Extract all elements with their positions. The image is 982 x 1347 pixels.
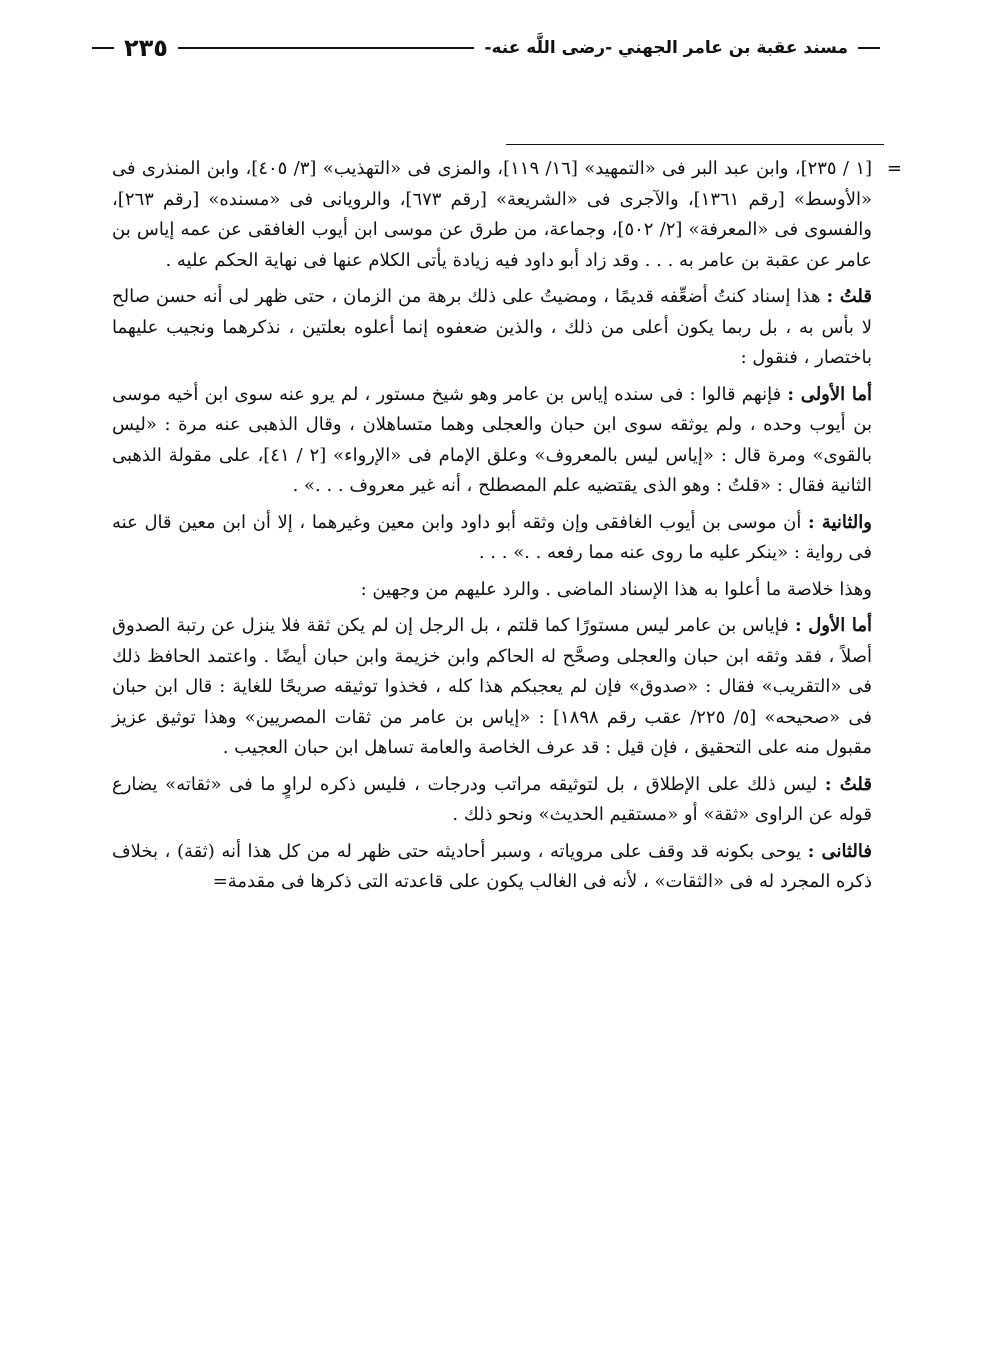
paragraph-3 <box>112 380 872 502</box>
paragraph-6 <box>112 611 872 764</box>
paragraph-7 <box>112 770 872 831</box>
paragraph-8 <box>112 837 872 898</box>
paragraph-5 <box>112 575 872 606</box>
paragraph-lead: فالثانى : <box>807 840 872 862</box>
paragraph-text: فإنهم قالوا : فى سنده إياس بن عامر وهو شيخ مستور ، لم يرو عنه سوى ابن أخيه موسى بن أيوب وحده ، ولم يوثقه سوى ابن حبان والعجلى وهما متساهلان ، وقال الذهبى عنه مرة : «ليس بالقوى» ومرة قال : «إياس ليس بالمعروف» وعلق الإمام فى «الإرواء» [٢ / ٤١]، على مقولة الذهبى الثانية فقال : «قلتُ : وهو الذى يقتضيه علم المصطلح ، أنه غير معروف . . .» . <box>112 383 872 496</box>
footnote-body <box>112 154 902 904</box>
paragraph-text: فإياس بن عامر ليس مستورًا كما قلتم ، بل الرجل إن لم يكن ثقة فلا ينزل عن رتبة الصدوق أصلاً ، فقد وثقه ابن حبان والعجلى وصحَّح له الحاكم وابن خزيمة وابن حبان أيضًا . واعتمد الحافظ ذلك فى «التقريب» فقال : «صدوق» فإن لم يعجبكم هذا كله ، فخذوا توثيقه صريحًا للغاية : قال ابن حبان فى «صحيحه» [٥/ ٢٢٥/ عقب رقم ١٨٩٨] : «إياس بن عامر من ثقات المصريين» وهذا توثيق عزيز مقبول منه على التحقيق ، فإن قيل : قد عرف الخاصة والعامة تساهل ابن حبان العجيب . <box>112 615 873 758</box>
paragraph-lead: أما الأول : <box>794 615 872 636</box>
header-rule-right <box>858 47 880 49</box>
header-rule-left <box>92 47 114 49</box>
page-number: ٢٣٥ <box>124 34 168 62</box>
paragraph-text: وهذا خلاصة ما أعلوا به هذا الإسناد الماضى . والرد عليهم من وجهين : <box>360 578 872 600</box>
paragraph-lead: والثانية : <box>807 511 872 533</box>
paragraph-text: يوحى بكونه قد وقف على مروياته ، وسبر أحاديثه حتى ظهر له من كل هذا أنه (ثقة) ، بخلاف ذكره المجرد له فى «الثقات» ، لأنه فى الغالب يكون على قاعدته التى ذكرها فى مقدمة= <box>112 840 872 892</box>
paragraph-text: [١ / ٢٣٥]، وابن عبد البر فى «التمهيد» [١٦/ ١١٩]، والمزى فى «التهذيب» [٣/ ٤٠٥]، وابن المنذرى فى «الأوسط» [رقم ١٣٦١]، والآجرى فى «الشريعة» [رقم ٦٧٣]، والرويانى فى «مسنده» [رقم ٢٦٣]، والفسوى فى «المعرفة» [٢/ ٥٠٢]، وجماعة، من طرق عن موسى ابن أيوب الغافقى عن عمه إياس بن عامر عن عقبة بن عامر به . . . وقد زاد أبو داود فيه زيادة يأتى الكلام عنها فى نهاية الحكم عليه . <box>112 158 873 271</box>
paragraph-text: أن موسى بن أيوب الغافقى وإن وثقه أبو داود وابن معين وغيرهما ، إلا أن ابن معين قال عنه فى رواية : «ينكر عليه ما روى عنه مما رفعه . .» . . . <box>112 511 872 563</box>
running-header <box>88 30 884 66</box>
continuation-mark: = <box>886 158 902 179</box>
paragraph-4 <box>112 508 872 569</box>
paragraph-lead: قلتُ : <box>824 773 872 795</box>
paragraph-2 <box>112 282 872 374</box>
paragraph-1 <box>112 154 902 276</box>
header-rule-middle <box>178 47 474 49</box>
footnote-separator <box>506 144 884 145</box>
paragraph-text: هذا إسناد كنتُ أضعِّفه قديمًا ، ومضيتُ على ذلك برهة من الزمان ، حتى ظهر لى أنه حسن صالح لا بأس به ، بل ربما يكون أعلى من ذلك ، والذين ضعفوه إنما أعلوه بعلتين ، نذكرهما ونجيب عليهما باختصار ، فنقول : <box>112 286 872 368</box>
header-title: مسند عقبة بن عامر الجهني -رضى اللَّه عنه- <box>484 38 848 58</box>
paragraph-lead: قلتُ : <box>826 286 872 307</box>
paragraph-text: ليس ذلك على الإطلاق ، بل لتوثيقه مراتب ودرجات ، فليس ذكره لراوٍ ما فى «ثقاته» يضارع قوله عن الراوى «ثقة» أو «مستقيم الحديث» ونحو ذلك . <box>112 773 872 825</box>
paragraph-lead: أما الأولى : <box>787 383 872 405</box>
